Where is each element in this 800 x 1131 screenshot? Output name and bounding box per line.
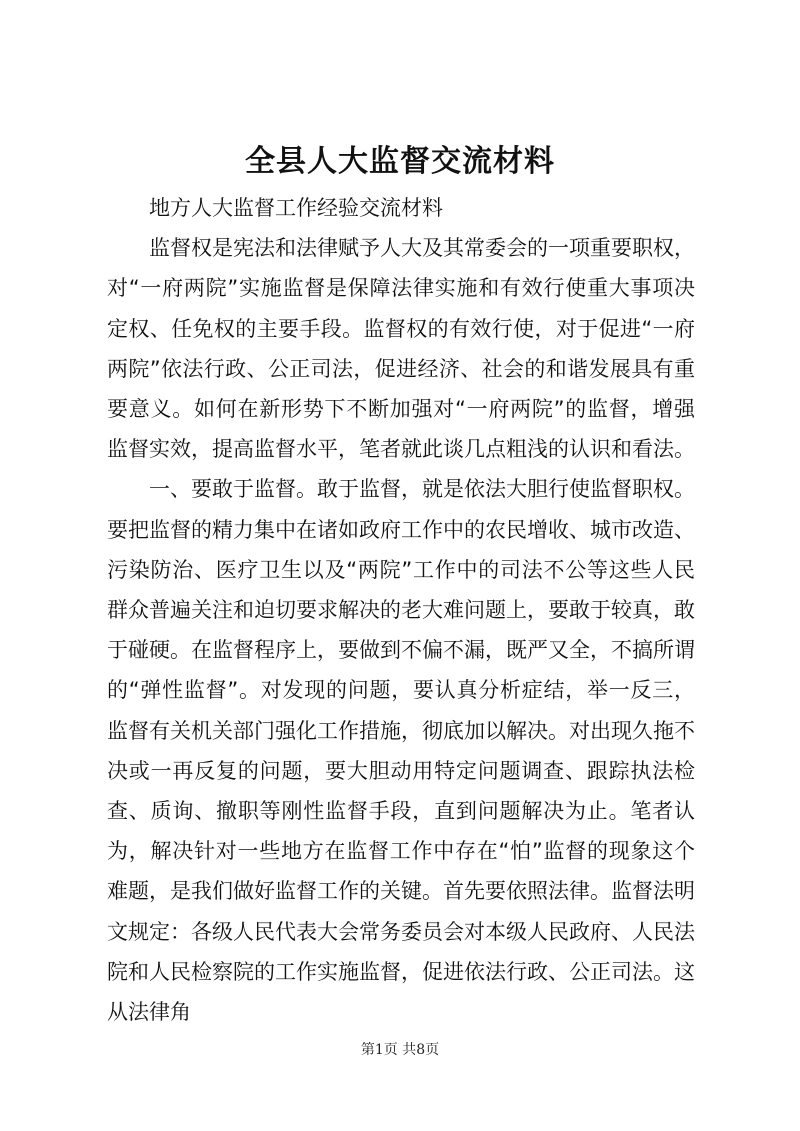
paragraph-intro: 监督权是宪法和法律赋予人大及其常委会的一项重要职权，对“一府两院”实施监督是保障法律实施和有效行使重大事项决定权、任免权的主要手段。监督权的有效行使，对于促进“一府两院”依法行政、公正司法，促进经济、社会的和谐发展具有重要意义。如何在新形势下不断加强对“一府两院”的监督，增强监督实效，提高监督水平，笔者就此谈几点粗浅的认识和看法。 [107,236,695,462]
document-subtitle: 地方人大监督工作经验交流材料 [149,196,443,220]
document-body [107,188,695,1032]
paragraph-section-one: 一、要敢于监督。敢于监督，就是依法大胆行使监督职权。要把监督的精力集中在诸如政府工作中的农民增收、城市改造、污染防治、医疗卫生以及“两院”工作中的司法不公等这些人民群众普遍关注和迫切要求解决的老大难问题上，要敢于较真，敢于碰硬。在监督程序上，要做到不偏不漏，既严又全，不搞所谓的“弹性监督”。对发现的问题，要认真分析症结，举一反三，监督有关机关部门强化工作措施，彻底加以解决。对出现久拖不决或一再反复的问题，要大胆动用特定问题调查、跟踪执法检查、质询、撤职等刚性监督手段，直到问题解决为止。笔者认为，解决针对一些地方在监督工作中存在“怕”监督的现象这个难题，是我们做好监督工作的关键。首先要依照法律。监督法明文规定：各级人民代表大会常务委员会对本级人民政府、人民法院和人民检察院的工作实施监督，促进依法行政、公正司法。这从法律角 [107,477,695,1025]
page-number-footer: 第1页 共8页 [360,1042,440,1058]
document-title: 全县人大监督交流材料 [245,144,555,179]
